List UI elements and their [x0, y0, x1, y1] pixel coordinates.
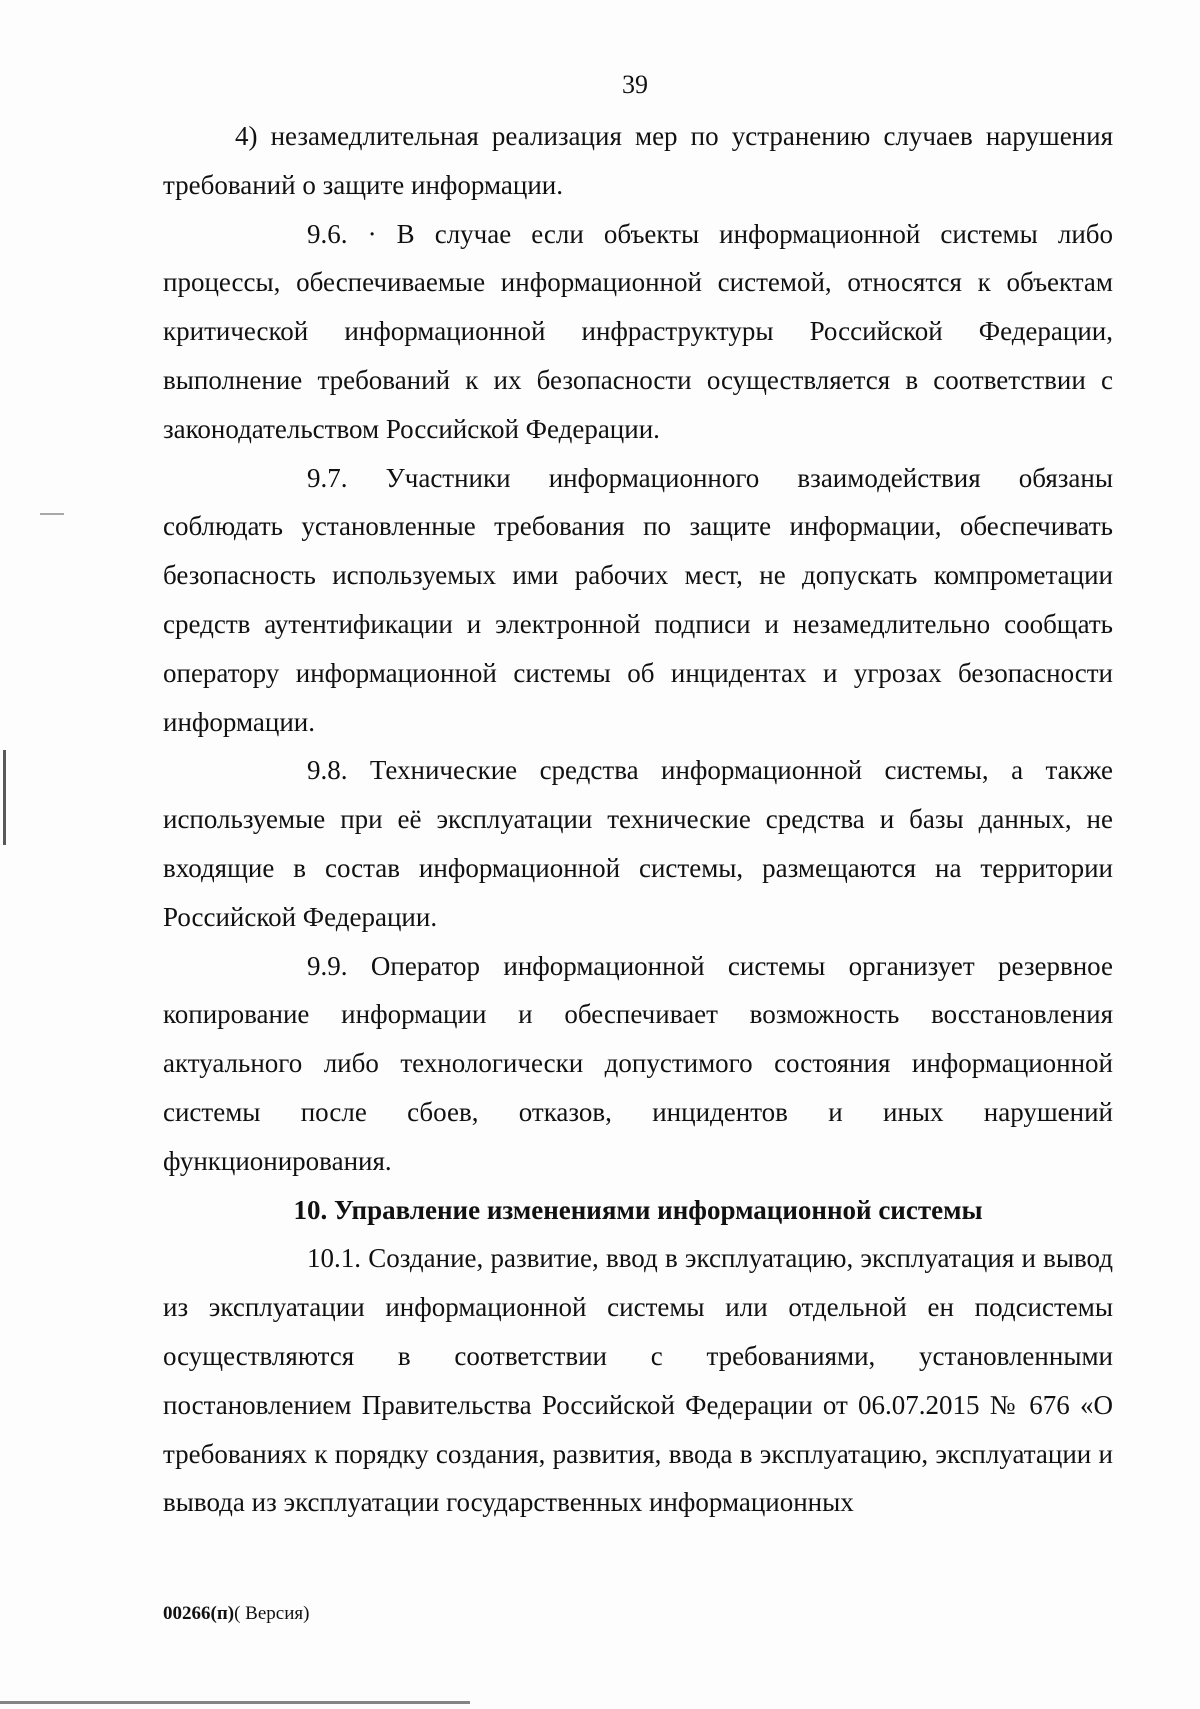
page-number: 39 — [622, 70, 648, 99]
paragraph-text: Создание, развитие, ввод в эксплуатацию, эксплуатация и вывод из эксплуатации информационной системы или отдельной ен подсистемы осуществляются в соответствии с требованиями, установленными постановлением Правительства Российской Федерации от 06.07.2015 № 676 «О требованиях к порядку создания, развития, ввода в эксплуатацию, эксплуатации и вывода из эксплуатации государственных информационных — [163, 1243, 1114, 1518]
document-footer — [163, 1603, 309, 1625]
paragraph-item-4 — [163, 112, 1113, 210]
section-heading: 10. Управление изменениями информационной системы — [293, 1194, 983, 1225]
doc-version: ( Версия) — [234, 1603, 310, 1624]
paragraph-number: 9.6. — [307, 218, 348, 249]
doc-code: 00266(п) — [163, 1603, 235, 1624]
document-body — [163, 112, 1113, 1527]
paragraph-number: 9.9. — [307, 950, 348, 981]
paragraph-number: 10.1. — [307, 1243, 361, 1274]
scan-artifact-line — [0, 1701, 470, 1704]
paragraph-number: 9.7. — [307, 462, 348, 493]
paragraph-text: Участники информационного взаимодействия обязаны соблюдать установленные требования по защите информации, обеспечивать безопасность используемых ими рабочих мест, не допускать компрометации средств аутентификации и электронной подписи и незамедлительно сообщать оператору информационной системы об инцидентах и угрозах безопасности информации. — [163, 462, 1113, 737]
paragraph-number: 9.8. — [307, 755, 348, 786]
scan-artifact-dash — [40, 513, 64, 515]
scan-artifact-mark — [3, 750, 6, 845]
paragraph-9-9 — [163, 942, 1113, 1186]
paragraph-text: 4) незамедлительная реализация мер по устранению случаев нарушения требований о защите информации. — [163, 121, 1113, 200]
paragraph-text: Технические средства информационной системы, а также используемые при её эксплуатации технические средства и базы данных, не входящие в состав информационной системы, размещаются на территории Российской Федерации. — [163, 755, 1113, 932]
paragraph-text: · В случае если объекты информационной системы либо процессы, обеспечиваемые информационной системой, относятся к объектам критической информационной инфраструктуры Российской Федерации, выполнение требований к их безопасности осуществляется в соответствии с законодательством Российской Федерации. — [163, 218, 1114, 444]
paragraph-text: Оператор информационной системы организует резервное копирование информации и обеспечивает возможность восстановления актуального либо технологически допустимого состояния информационной системы после сбоев, отказов, инцидентов и иных нарушений функционирования. — [163, 950, 1113, 1176]
paragraph-9-8 — [163, 746, 1113, 941]
paragraph-10-1 — [163, 1234, 1113, 1527]
paragraph-9-6 — [163, 210, 1113, 454]
paragraph-9-7 — [163, 454, 1113, 747]
